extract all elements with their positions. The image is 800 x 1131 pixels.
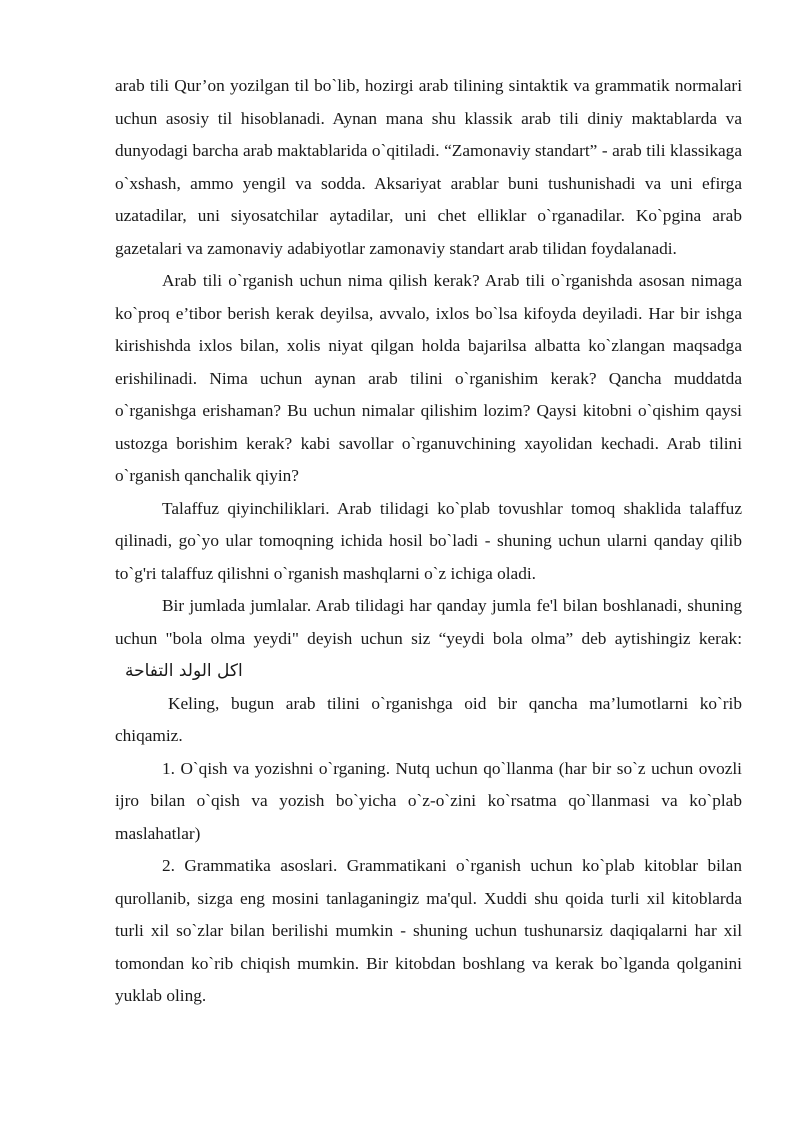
paragraph-pronunciation: Talaffuz qiyinchiliklari. Arab tilidagi ko`plab tovushlar tomoq shaklida talaffuz qilinadi, go`yo ular tomoqning ichida hosil bo`ladi - shuning uchun ularni qanday qilib to`g'ri talaffuz qilishni o`rganish mashqlarni o`z ichiga oladi. bbox=[115, 498, 742, 583]
arabic-example: اكل الولد التفاحة bbox=[125, 661, 243, 681]
paragraph-grammar: 2. Grammatika asoslari. Grammatikani o`rganish uchun ko`plab kitoblar bilan qurollanib, sizga eng mosini tanlaganingiz ma'qul. Xuddi shu qoida turli xil kitoblarda turli xil so`zlar bilan berilishi mumkin - shuning uchun tushunarsiz daqiqalarni har xil tomondan ko`rib chiqish mumkin. Bir kitobdan boshlang va kerak bo`lganda qolganini yuklab oling. bbox=[115, 856, 742, 1005]
paragraph-classical-arabic: arab tili Qur’on yozilgan til bo`lib, hozirgi arab tilining sintaktik va grammatik normalari uchun asosiy til hisoblanadi. Aynan mana shu klassik arab tili diniy maktablarda va dunyodagi barcha arab maktablarida o`qitiladi. “Zamonaviy standart” - arab tili klassikaga o`xshash, ammo yengil va sodda. Aksariyat arablar buni tushunishadi va uni efirga uzatadilar, uni siyosatchilar aytadilar, uni chet elliklar o`rganadilar. Ko`pgina arab gazetalari va zamonaviy adabiyotlar zamonaviy standart arab tilidan foydalanadi. bbox=[115, 76, 742, 258]
paragraph-how-to-learn: Arab tili o`rganish uchun nima qilish kerak? Arab tili o`rganishda asosan nimaga ko`proq e’tibor berish kerak deyilsa, avvalo, ixlos bo`lsa kifoyda deyiladi. Har bir ishga kirishishda ixlos bilan, xolis niyat qilgan holda bajarilsa albatta ko`zlangan maqsadga erishilinadi. Nima uchun aynan arab tilini o`rganishim kerak? Qancha muddatda o`rganishga erishaman? Bu uchun nimalar qilishim lozim? Qaysi kitobni o`qishim qaysi ustozga borishim kerak? kabi savollar o`rganuvchining xayolidan kechadi. Arab tilini o`rganish qanchalik qiyin? bbox=[115, 271, 742, 485]
document-page bbox=[115, 70, 742, 1013]
paragraph-reading-writing: 1. O`qish va yozishni o`rganing. Nutq uchun qo`llanma (har bir so`z uchun ovozli ijro bilan o`qish va yozish bo`yicha o`z-o`zini ko`rsatma qo`llanmasi va ko`plab maslahatlar) bbox=[115, 758, 742, 843]
paragraph-intro: Keling, bugun arab tilini o`rganishga oid bir qancha ma’lumotlarni ko`rib chiqamiz. bbox=[115, 693, 742, 745]
sentence-order-text: Bir jumlada jumlalar. Arab tilidagi har qanday jumla fe'l bilan boshlanadi, shuning uchun "bola olma yeydi" deyish uchun siz “yeydi bola olma” deb aytishingiz kerak: bbox=[115, 596, 742, 648]
paragraph-sentence-order bbox=[115, 590, 742, 688]
